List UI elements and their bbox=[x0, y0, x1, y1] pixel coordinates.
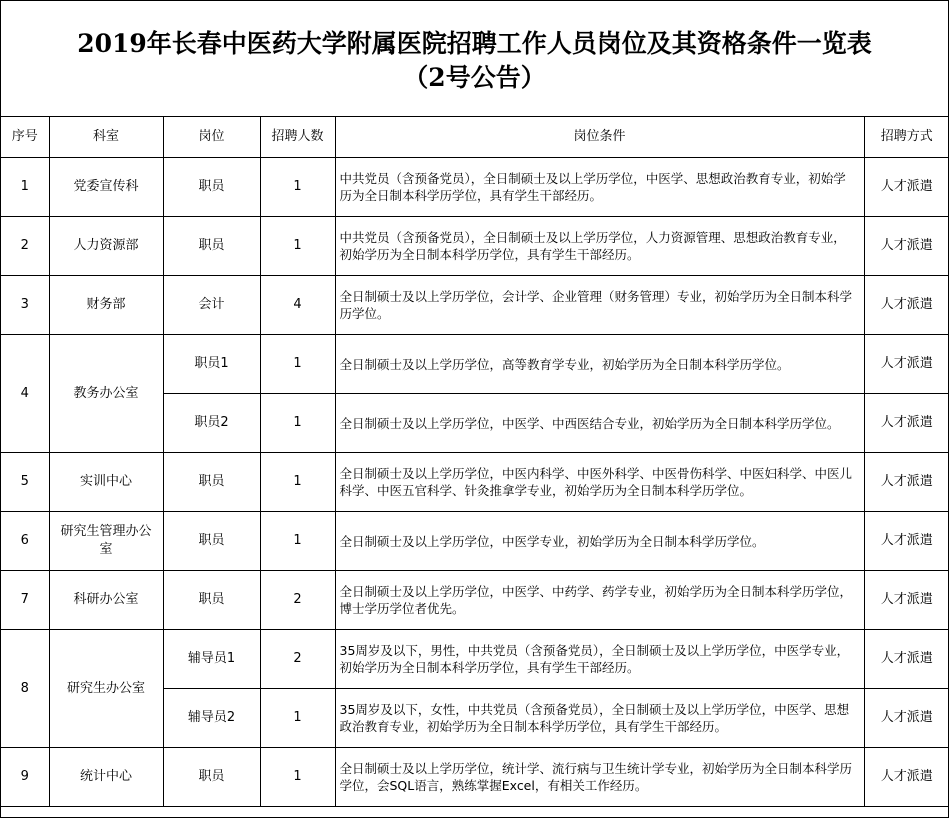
title-line-2: （2号公告） bbox=[403, 63, 546, 92]
cell-conditions: 全日制硕士及以上学历学位，高等教育学专业，初始学历为全日制本科学历学位。 bbox=[335, 335, 864, 394]
cell-conditions: 全日制硕士及以上学历学位，统计学、流行病与卫生统计学专业，初始学历为全日制本科学历学位，会SQL语言，熟练掌握Excel，有相关工作经历。 bbox=[335, 748, 864, 807]
cell-position: 辅导员2 bbox=[163, 689, 260, 748]
cell-method: 人才派遣 bbox=[864, 453, 949, 512]
cell-dept: 党委宣传科 bbox=[49, 158, 163, 217]
cell-count: 1 bbox=[260, 453, 335, 512]
header-dept: 科室 bbox=[49, 117, 163, 158]
cell-conditions: 35周岁及以下，男性，中共党员（含预备党员），全日制硕士及以上学历学位，中医学专业，初始学历为全日制本科学历学位，具有学生干部经历。 bbox=[335, 630, 864, 689]
cell-position: 职员 bbox=[163, 748, 260, 807]
cell-conditions: 中共党员（含预备党员），全日制硕士及以上学历学位，人力资源管理、思想政治教育专业，初始学历为全日制本科学历学位，具有学生干部经历。 bbox=[335, 217, 864, 276]
cell-seq: 9 bbox=[1, 748, 49, 807]
cell-dept: 研究生管理办公室 bbox=[49, 512, 163, 571]
table-row bbox=[1, 276, 949, 335]
positions-table bbox=[1, 117, 949, 807]
cell-method: 人才派遣 bbox=[864, 217, 949, 276]
cell-method: 人才派遣 bbox=[864, 748, 949, 807]
cell-method: 人才派遣 bbox=[864, 394, 949, 453]
cell-position: 职员1 bbox=[163, 335, 260, 394]
header-seq: 序号 bbox=[1, 117, 49, 158]
cell-dept: 人力资源部 bbox=[49, 217, 163, 276]
cell-count: 1 bbox=[260, 158, 335, 217]
header-conditions: 岗位条件 bbox=[335, 117, 864, 158]
cell-seq: 2 bbox=[1, 217, 49, 276]
cell-method: 人才派遣 bbox=[864, 158, 949, 217]
cell-conditions: 全日制硕士及以上学历学位，中医内科学、中医外科学、中医骨伤科学、中医妇科学、中医儿科学、中医五官科学、针灸推拿学专业，初始学历为全日制本科学历学位。 bbox=[335, 453, 864, 512]
header-count: 招聘人数 bbox=[260, 117, 335, 158]
title-line-1: 2019年长春中医药大学附属医院招聘工作人员岗位及其资格条件一览表 bbox=[77, 29, 872, 58]
cell-dept: 研究生办公室 bbox=[49, 630, 163, 748]
cell-seq: 1 bbox=[1, 158, 49, 217]
cell-conditions: 全日制硕士及以上学历学位，中医学、中西医结合专业，初始学历为全日制本科学历学位。 bbox=[335, 394, 864, 453]
cell-conditions: 35周岁及以下，女性，中共党员（含预备党员），全日制硕士及以上学历学位，中医学、思想政治教育专业，初始学历为全日制本科学历学位，具有学生干部经历。 bbox=[335, 689, 864, 748]
cell-conditions: 全日制硕士及以上学历学位，中医学专业，初始学历为全日制本科学历学位。 bbox=[335, 512, 864, 571]
cell-count: 1 bbox=[260, 217, 335, 276]
table-row bbox=[1, 512, 949, 571]
cell-method: 人才派遣 bbox=[864, 335, 949, 394]
cell-count: 4 bbox=[260, 276, 335, 335]
table-row bbox=[1, 571, 949, 630]
table-row bbox=[1, 453, 949, 512]
table-row bbox=[1, 158, 949, 217]
cell-count: 1 bbox=[260, 748, 335, 807]
cell-position: 会计 bbox=[163, 276, 260, 335]
cell-count: 1 bbox=[260, 689, 335, 748]
header-position: 岗位 bbox=[163, 117, 260, 158]
cell-count: 2 bbox=[260, 630, 335, 689]
cell-conditions: 中共党员（含预备党员），全日制硕士及以上学历学位，中医学、思想政治教育专业，初始学历为全日制本科学历学位，具有学生干部经历。 bbox=[335, 158, 864, 217]
cell-count: 1 bbox=[260, 512, 335, 571]
cell-seq: 7 bbox=[1, 571, 49, 630]
cell-position: 辅导员1 bbox=[163, 630, 260, 689]
cell-conditions: 全日制硕士及以上学历学位，会计学、企业管理（财务管理）专业，初始学历为全日制本科学历学位。 bbox=[335, 276, 864, 335]
cell-dept: 科研办公室 bbox=[49, 571, 163, 630]
cell-method: 人才派遣 bbox=[864, 276, 949, 335]
cell-seq: 6 bbox=[1, 512, 49, 571]
cell-seq: 8 bbox=[1, 630, 49, 748]
cell-position: 职员 bbox=[163, 512, 260, 571]
header-method: 招聘方式 bbox=[864, 117, 949, 158]
cell-method: 人才派遣 bbox=[864, 571, 949, 630]
cell-seq: 3 bbox=[1, 276, 49, 335]
cell-method: 人才派遣 bbox=[864, 689, 949, 748]
cell-seq: 4 bbox=[1, 335, 49, 453]
table-row bbox=[1, 335, 949, 394]
cell-position: 职员2 bbox=[163, 394, 260, 453]
cell-dept: 实训中心 bbox=[49, 453, 163, 512]
cell-position: 职员 bbox=[163, 158, 260, 217]
document-title bbox=[1, 1, 948, 117]
table-row bbox=[1, 630, 949, 689]
cell-method: 人才派遣 bbox=[864, 512, 949, 571]
table-row bbox=[1, 748, 949, 807]
cell-position: 职员 bbox=[163, 453, 260, 512]
cell-count: 2 bbox=[260, 571, 335, 630]
cell-count: 1 bbox=[260, 394, 335, 453]
cell-seq: 5 bbox=[1, 453, 49, 512]
table-header-row bbox=[1, 117, 949, 158]
table-row bbox=[1, 217, 949, 276]
cell-count: 1 bbox=[260, 335, 335, 394]
cell-method: 人才派遣 bbox=[864, 630, 949, 689]
cell-conditions: 全日制硕士及以上学历学位，中医学、中药学、药学专业，初始学历为全日制本科学历学位，博士学历学位者优先。 bbox=[335, 571, 864, 630]
cell-dept: 统计中心 bbox=[49, 748, 163, 807]
cell-dept: 财务部 bbox=[49, 276, 163, 335]
cell-position: 职员 bbox=[163, 571, 260, 630]
cell-position: 职员 bbox=[163, 217, 260, 276]
cell-dept: 教务办公室 bbox=[49, 335, 163, 453]
